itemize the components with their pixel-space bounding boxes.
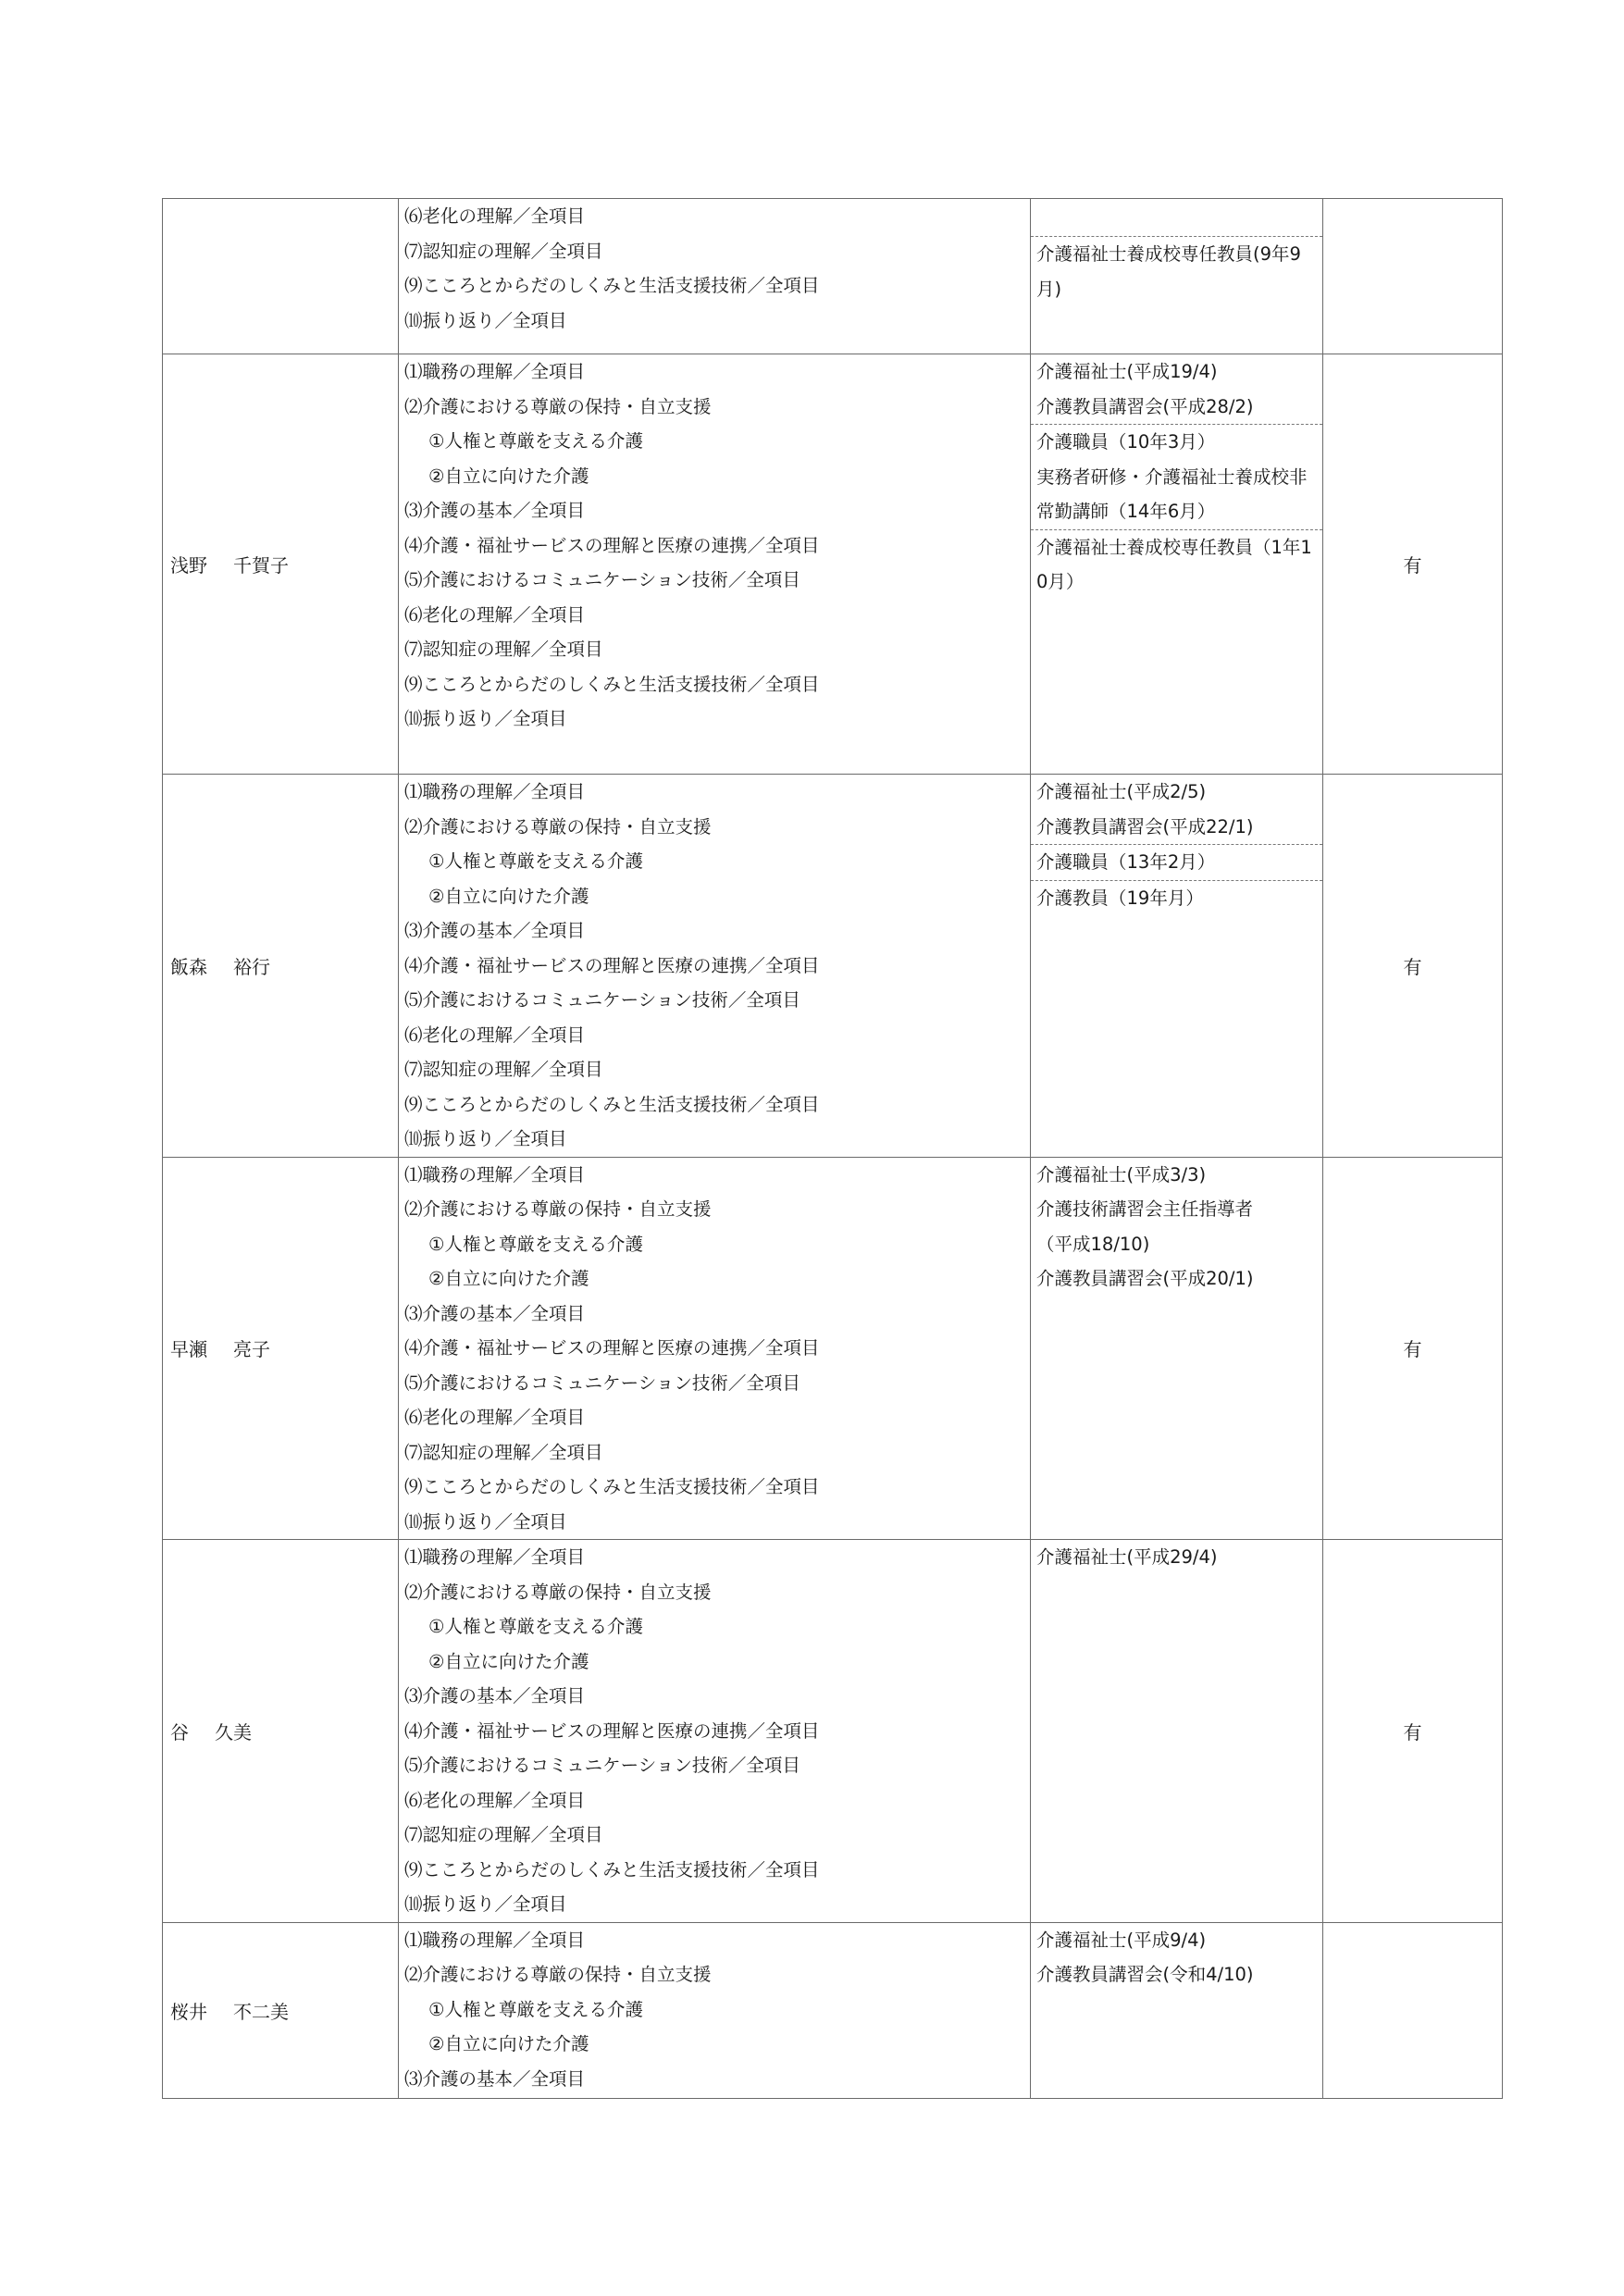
instructor-row: [163, 1157, 1503, 1540]
instructor-table-body: [163, 199, 1503, 2099]
qualifications-cell: [1031, 1922, 1323, 2098]
qualification-group: [1031, 1923, 1322, 1992]
subjects-cell: [399, 354, 1031, 775]
subject-item: ⑺認知症の理解／全項目: [404, 639, 603, 660]
subject-item: ⑶介護の基本／全項目: [404, 500, 586, 521]
subject-item: ⑸介護におけるコミュニケーション技術／全項目: [404, 989, 800, 1011]
qualification-line: 介護職員（13年2月）: [1036, 851, 1216, 873]
qualification-line: 介護教員講習会(平成22/1): [1036, 815, 1254, 838]
instructor-row: [163, 1922, 1503, 2098]
qualification-line: 介護教員講習会(令和4/10): [1036, 1964, 1254, 1985]
qualification-line: 介護教員講習会(平成28/2): [1036, 395, 1254, 417]
qualification-line: 介護福祉士(平成9/4): [1036, 1929, 1207, 1951]
qualification-line: 介護教員（19年月）: [1036, 887, 1204, 909]
instructor-name-cell: [163, 1922, 399, 2098]
qualification-line: （平成18/10): [1036, 1233, 1150, 1255]
subject-item: ⑷介護・福祉サービスの理解と医療の連携／全項目: [404, 534, 820, 556]
subject-item: ⑽振り返り／全項目: [404, 309, 567, 331]
qualification-group: [1031, 1540, 1322, 1575]
subject-item: ⑷介護・福祉サービスの理解と医療の連携／全項目: [404, 1719, 820, 1742]
family-name: 桜井: [170, 2000, 207, 2023]
instructor-table-page: [162, 198, 1502, 2099]
subject-item: ⑼こころとからだのしくみと生活支援技術／全項目: [404, 275, 820, 296]
subject-item: ⑴職務の理解／全項目: [404, 1163, 586, 1185]
subject-item: ⑵介護における尊厳の保持・自立支援: [404, 1964, 712, 1985]
given-name: 久美: [215, 1720, 252, 1744]
qualification-line: 介護職員（10年3月）: [1036, 431, 1216, 453]
qualifications-cell: [1031, 199, 1323, 354]
subject-item: ②自立に向けた介護: [428, 1268, 589, 1289]
qualification-line: [1031, 199, 1322, 236]
family-name: 早瀬: [170, 1338, 207, 1361]
subject-item: ⑽振り返り／全項目: [404, 1128, 567, 1149]
qualification-line: 実務者研修・介護福祉士養成校非常勤講師（14年6月）: [1036, 465, 1308, 522]
family-name: 谷: [170, 1720, 189, 1744]
subject-item: ⑶介護の基本／全項目: [404, 1302, 586, 1324]
subject-item: ⑴職務の理解／全項目: [404, 1929, 586, 1951]
subject-item: ⑵介護における尊厳の保持・自立支援: [404, 1198, 712, 1220]
availability-flag: 有: [1403, 1720, 1422, 1744]
instructor-table: [162, 198, 1503, 2099]
qualification-line: 介護福祉士養成校専任教員（1年10月）: [1036, 536, 1312, 592]
instructor-row: [163, 354, 1503, 775]
qualification-group: [1031, 845, 1322, 881]
availability-flag-cell: [1323, 354, 1503, 775]
subject-item: ⑴職務の理解／全項目: [404, 781, 586, 802]
availability-flag: 有: [1403, 955, 1422, 978]
subjects-cell: [399, 1922, 1031, 2098]
subject-item: ⑶介護の基本／全項目: [404, 1685, 586, 1706]
subjects-cell: [399, 199, 1031, 354]
subject-item: ①人権と尊厳を支える介護: [428, 430, 643, 452]
qualification-line: 介護福祉士(平成3/3): [1036, 1163, 1207, 1185]
subject-item: ②自立に向けた介護: [428, 2033, 589, 2054]
qualification-line: 介護技術講習会主任指導者: [1036, 1198, 1254, 1220]
qualification-group: [1031, 530, 1322, 600]
qualification-line: 介護福祉士(平成2/5): [1036, 781, 1207, 802]
subject-item: ①人権と尊厳を支える介護: [428, 1233, 643, 1255]
subject-item: ⑺認知症の理解／全項目: [404, 1441, 603, 1463]
subject-item: ⑽振り返り／全項目: [404, 1893, 567, 1915]
subject-item: ⑷介護・福祉サービスの理解と医療の連携／全項目: [404, 1337, 820, 1359]
subject-item: ⑸介護におけるコミュニケーション技術／全項目: [404, 1755, 800, 1776]
subject-item: ⑹老化の理解／全項目: [404, 1024, 586, 1046]
availability-flag-cell: [1323, 1922, 1503, 2098]
availability-flag-cell: [1323, 775, 1503, 1158]
given-name: 裕行: [233, 955, 270, 978]
subjects-cell: [399, 1157, 1031, 1540]
qualifications-cell: [1031, 1157, 1323, 1540]
subject-item: ⑺認知症の理解／全項目: [404, 1824, 603, 1845]
instructor-name-cell: [163, 354, 399, 775]
given-name: 千賀子: [233, 554, 289, 577]
availability-flag-cell: [1323, 199, 1503, 354]
subjects-cell: [399, 1540, 1031, 1923]
subject-item: ⑷介護・福祉サービスの理解と医療の連携／全項目: [404, 954, 820, 976]
instructor-name-cell: [163, 199, 399, 354]
instructor-name-cell: [163, 775, 399, 1158]
subject-item: ②自立に向けた介護: [428, 885, 589, 907]
availability-flag-cell: [1323, 1157, 1503, 1540]
qualification-line: 介護福祉士養成校専任教員(9年9月): [1036, 243, 1301, 300]
family-name: 浅野: [170, 554, 207, 577]
subject-item: ⑹老化の理解／全項目: [404, 603, 586, 626]
qualification-line: 介護教員講習会(平成20/1): [1036, 1268, 1254, 1289]
subject-item: ⑺認知症の理解／全項目: [404, 1059, 603, 1080]
subject-item: ⑹老化の理解／全項目: [404, 1407, 586, 1428]
subject-item: ⑸介護におけるコミュニケーション技術／全項目: [404, 569, 800, 590]
subject-item: ②自立に向けた介護: [428, 465, 589, 487]
subject-item: ⑶介護の基本／全項目: [404, 920, 586, 941]
subject-item: ⑹老化の理解／全項目: [404, 1789, 586, 1811]
availability-flag: 有: [1403, 1338, 1422, 1361]
subject-item: ⑼こころとからだのしくみと生活支援技術／全項目: [404, 1093, 820, 1115]
subject-item: ⑼こころとからだのしくみと生活支援技術／全項目: [404, 1476, 820, 1497]
instructor-row: [163, 1540, 1503, 1923]
qualification-line: 介護福祉士(平成19/4): [1036, 361, 1218, 382]
subject-item: ⑸介護におけるコミュニケーション技術／全項目: [404, 1371, 800, 1394]
subjects-cell: [399, 775, 1031, 1158]
subject-item: ⑵介護における尊厳の保持・自立支援: [404, 1581, 712, 1603]
qualifications-cell: [1031, 1540, 1323, 1923]
subject-item: ⑴職務の理解／全項目: [404, 361, 586, 382]
subject-item: ⑵介護における尊厳の保持・自立支援: [404, 395, 712, 417]
qualification-line: 介護福祉士(平成29/4): [1036, 1546, 1218, 1568]
qualification-group: [1031, 354, 1322, 425]
subject-item: ⑼こころとからだのしくみと生活支援技術／全項目: [404, 673, 820, 695]
subject-item: ⑺認知症の理解／全項目: [404, 240, 603, 262]
subject-item: ⑹老化の理解／全項目: [404, 205, 586, 227]
instructor-row: [163, 775, 1503, 1158]
qualification-group: [1031, 199, 1322, 237]
given-name: 不二美: [233, 2000, 289, 2023]
availability-flag-cell: [1323, 1540, 1503, 1923]
qualification-group: [1031, 775, 1322, 845]
subject-item: ⑼こころとからだのしくみと生活支援技術／全項目: [404, 1858, 820, 1880]
qualification-group: [1031, 237, 1322, 306]
qualification-group: [1031, 425, 1322, 530]
subject-item: ⑵介護における尊厳の保持・自立支援: [404, 815, 712, 838]
instructor-name-cell: [163, 1157, 399, 1540]
subject-item: ⑶介護の基本／全項目: [404, 2067, 586, 2090]
qualifications-cell: [1031, 354, 1323, 775]
subject-item: ①人権と尊厳を支える介護: [428, 850, 643, 872]
instructor-row: [163, 199, 1503, 354]
family-name: 飯森: [170, 955, 207, 978]
availability-flag: 有: [1403, 554, 1422, 577]
qualification-group: [1031, 881, 1322, 916]
subject-item: ①人権と尊厳を支える介護: [428, 1616, 643, 1637]
subject-item: ②自立に向けた介護: [428, 1650, 589, 1672]
subject-item: ⑽振り返り／全項目: [404, 708, 567, 729]
given-name: 亮子: [233, 1338, 270, 1361]
subject-item: ⑴職務の理解／全項目: [404, 1546, 586, 1568]
subject-item: ①人権と尊厳を支える介護: [428, 1998, 643, 2020]
subject-item: ⑽振り返り／全項目: [404, 1510, 567, 1533]
qualifications-cell: [1031, 775, 1323, 1158]
instructor-name-cell: [163, 1540, 399, 1923]
qualification-group: [1031, 1158, 1322, 1297]
